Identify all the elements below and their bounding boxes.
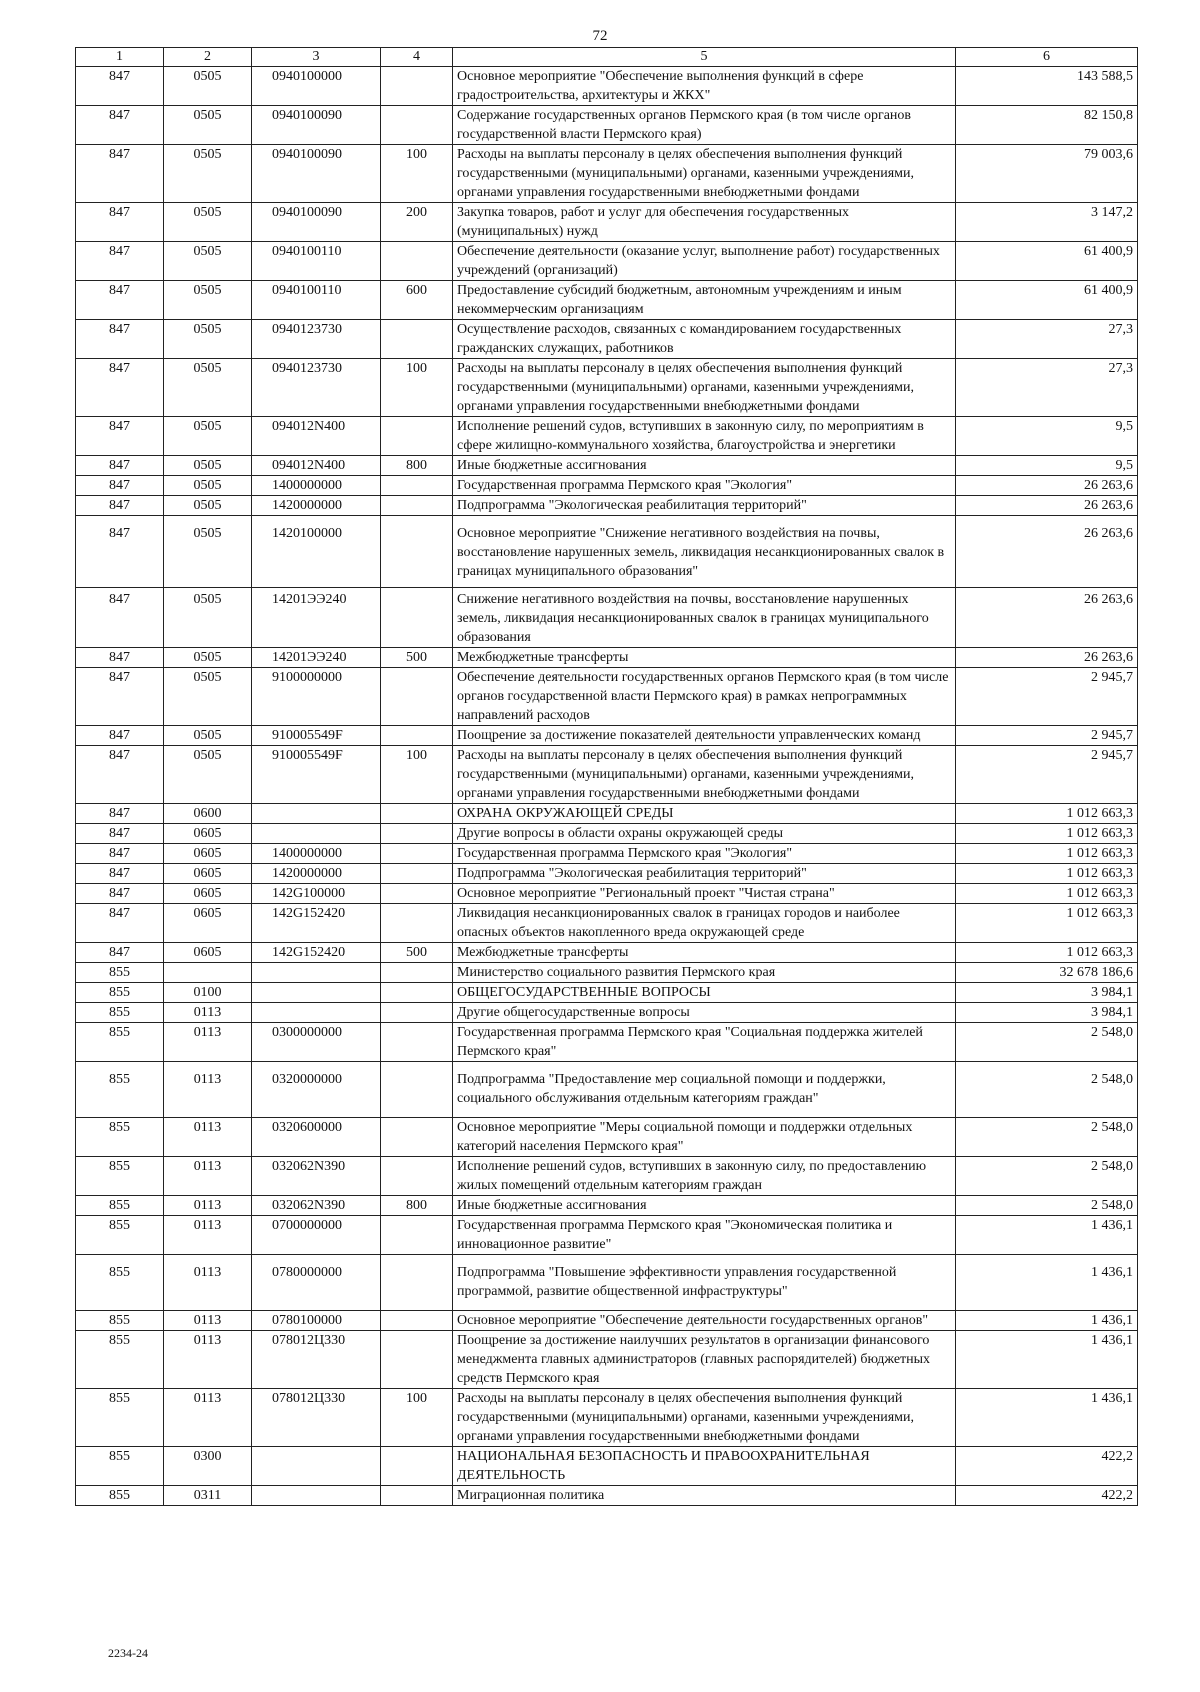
target-article-cell: 032062N390 xyxy=(252,1157,381,1196)
expense-type-cell xyxy=(381,983,453,1003)
grbs-code-cell: 847 xyxy=(76,281,164,320)
target-article-cell xyxy=(252,983,381,1003)
column-header: 4 xyxy=(381,48,453,67)
description-cell: Государственная программа Пермского края "Социальная поддержка жителей Пермского края" xyxy=(453,1023,956,1062)
grbs-code-cell: 847 xyxy=(76,320,164,359)
description-cell: Подпрограмма "Повышение эффективности управления государственной программой, развитие общественной инфраструктуры" xyxy=(453,1255,956,1311)
amount-cell: 26 263,6 xyxy=(956,648,1138,668)
description-cell: Государственная программа Пермского края "Экология" xyxy=(453,476,956,496)
page-number: 72 xyxy=(592,28,608,44)
amount-cell: 2 548,0 xyxy=(956,1062,1138,1118)
amount-cell: 9,5 xyxy=(956,417,1138,456)
table-body xyxy=(76,67,1138,1506)
target-article-cell: 910005549F xyxy=(252,726,381,746)
description-cell: Иные бюджетные ассигнования xyxy=(453,456,956,476)
grbs-code-cell: 855 xyxy=(76,963,164,983)
amount-cell: 26 263,6 xyxy=(956,516,1138,588)
table-row xyxy=(76,516,1138,588)
grbs-code-cell: 855 xyxy=(76,1003,164,1023)
table-row xyxy=(76,417,1138,456)
target-article-cell: 1420000000 xyxy=(252,864,381,884)
table-row xyxy=(76,1023,1138,1062)
section-code-cell: 0605 xyxy=(164,884,252,904)
section-code-cell: 0113 xyxy=(164,1389,252,1447)
grbs-code-cell: 847 xyxy=(76,456,164,476)
table-row xyxy=(76,1216,1138,1255)
budget-table xyxy=(75,47,1138,1506)
description-cell: Государственная программа Пермского края "Экология" xyxy=(453,844,956,864)
grbs-code-cell: 855 xyxy=(76,1062,164,1118)
target-article-cell: 0780100000 xyxy=(252,1311,381,1331)
table-row xyxy=(76,359,1138,417)
expense-type-cell: 800 xyxy=(381,456,453,476)
table-row xyxy=(76,943,1138,963)
expense-type-cell xyxy=(381,1255,453,1311)
table-row xyxy=(76,1311,1138,1331)
table-row xyxy=(76,1062,1138,1118)
section-code-cell: 0505 xyxy=(164,359,252,417)
amount-cell: 32 678 186,6 xyxy=(956,963,1138,983)
expense-type-cell xyxy=(381,1486,453,1506)
description-cell: Основное мероприятие "Меры социальной помощи и поддержки отдельных категорий населения Пермского края" xyxy=(453,1118,956,1157)
expense-type-cell xyxy=(381,844,453,864)
expense-type-cell: 100 xyxy=(381,746,453,804)
expense-type-cell xyxy=(381,963,453,983)
section-code-cell: 0605 xyxy=(164,904,252,943)
target-article-cell: 0940100090 xyxy=(252,203,381,242)
grbs-code-cell: 855 xyxy=(76,1118,164,1157)
table-row xyxy=(76,1157,1138,1196)
expense-type-cell: 500 xyxy=(381,943,453,963)
expense-type-cell: 800 xyxy=(381,1196,453,1216)
amount-cell: 1 012 663,3 xyxy=(956,864,1138,884)
table-row xyxy=(76,1255,1138,1311)
table-row xyxy=(76,320,1138,359)
amount-cell: 422,2 xyxy=(956,1486,1138,1506)
table-row xyxy=(76,1447,1138,1486)
expense-type-cell: 600 xyxy=(381,281,453,320)
target-article-cell: 078012Ц330 xyxy=(252,1389,381,1447)
amount-cell: 26 263,6 xyxy=(956,496,1138,516)
expense-type-cell xyxy=(381,1447,453,1486)
grbs-code-cell: 847 xyxy=(76,804,164,824)
amount-cell: 3 984,1 xyxy=(956,1003,1138,1023)
table-row xyxy=(76,904,1138,943)
amount-cell: 2 548,0 xyxy=(956,1023,1138,1062)
grbs-code-cell: 847 xyxy=(76,746,164,804)
section-code-cell: 0505 xyxy=(164,496,252,516)
amount-cell: 1 436,1 xyxy=(956,1311,1138,1331)
grbs-code-cell: 855 xyxy=(76,1216,164,1255)
expense-type-cell xyxy=(381,904,453,943)
description-cell: Другие вопросы в области охраны окружающей среды xyxy=(453,824,956,844)
description-cell: Расходы на выплаты персоналу в целях обеспечения выполнения функций государственными (муниципальными) органами, казенными учреждениями, органами управления государственными внебюджетными фондами xyxy=(453,145,956,203)
section-code-cell: 0505 xyxy=(164,320,252,359)
table-row xyxy=(76,1118,1138,1157)
target-article-cell: 0940123730 xyxy=(252,320,381,359)
header-row xyxy=(76,48,1138,67)
expense-type-cell: 100 xyxy=(381,1389,453,1447)
amount-cell: 82 150,8 xyxy=(956,106,1138,145)
target-article-cell: 14201ЭЭ240 xyxy=(252,648,381,668)
section-code-cell: 0505 xyxy=(164,281,252,320)
section-code-cell: 0505 xyxy=(164,145,252,203)
target-article-cell: 0940100000 xyxy=(252,67,381,106)
description-cell: Подпрограмма "Экологическая реабилитация территорий" xyxy=(453,864,956,884)
target-article-cell xyxy=(252,1003,381,1023)
expense-type-cell xyxy=(381,242,453,281)
amount-cell: 2 548,0 xyxy=(956,1196,1138,1216)
amount-cell: 26 263,6 xyxy=(956,588,1138,648)
description-cell: Расходы на выплаты персоналу в целях обеспечения выполнения функций государственными (муниципальными) органами, казенными учреждениями, органами управления государственными внебюджетными фондами xyxy=(453,359,956,417)
section-code-cell: 0505 xyxy=(164,106,252,145)
grbs-code-cell: 855 xyxy=(76,1023,164,1062)
expense-type-cell xyxy=(381,1118,453,1157)
description-cell: Обеспечение деятельности (оказание услуг, выполнение работ) государственных учреждений (организаций) xyxy=(453,242,956,281)
description-cell: Подпрограмма "Экологическая реабилитация территорий" xyxy=(453,496,956,516)
table-row xyxy=(76,864,1138,884)
grbs-code-cell: 847 xyxy=(76,359,164,417)
expense-type-cell xyxy=(381,884,453,904)
amount-cell: 3 984,1 xyxy=(956,983,1138,1003)
description-cell: Исполнение решений судов, вступивших в законную силу, по предоставлению жилых помещений отдельным категориям граждан xyxy=(453,1157,956,1196)
expense-type-cell: 100 xyxy=(381,359,453,417)
target-article-cell: 9100000000 xyxy=(252,668,381,726)
section-code-cell: 0505 xyxy=(164,726,252,746)
table-row xyxy=(76,1389,1138,1447)
table-row xyxy=(76,242,1138,281)
section-code-cell: 0505 xyxy=(164,203,252,242)
grbs-code-cell: 855 xyxy=(76,1255,164,1311)
grbs-code-cell: 847 xyxy=(76,588,164,648)
description-cell: Основное мероприятие "Снижение негативного воздействия на почвы, восстановление нарушенных земель, ликвидация несанкционированных свалок в границах муниципального образования" xyxy=(453,516,956,588)
grbs-code-cell: 855 xyxy=(76,1447,164,1486)
amount-cell: 61 400,9 xyxy=(956,242,1138,281)
target-article-cell: 910005549F xyxy=(252,746,381,804)
grbs-code-cell: 847 xyxy=(76,145,164,203)
amount-cell: 61 400,9 xyxy=(956,281,1138,320)
table-row xyxy=(76,67,1138,106)
grbs-code-cell: 847 xyxy=(76,904,164,943)
section-code-cell xyxy=(164,963,252,983)
description-cell: Государственная программа Пермского края "Экономическая политика и инновационное развитие" xyxy=(453,1216,956,1255)
column-header: 1 xyxy=(76,48,164,67)
expense-type-cell xyxy=(381,320,453,359)
table-row xyxy=(76,668,1138,726)
expense-type-cell xyxy=(381,804,453,824)
grbs-code-cell: 855 xyxy=(76,1311,164,1331)
expense-type-cell xyxy=(381,106,453,145)
grbs-code-cell: 855 xyxy=(76,1486,164,1506)
grbs-code-cell: 855 xyxy=(76,983,164,1003)
table-row xyxy=(76,1196,1138,1216)
section-code-cell: 0113 xyxy=(164,1157,252,1196)
expense-type-cell xyxy=(381,476,453,496)
grbs-code-cell: 847 xyxy=(76,476,164,496)
table-row xyxy=(76,726,1138,746)
section-code-cell: 0311 xyxy=(164,1486,252,1506)
description-cell: Основное мероприятие "Обеспечение выполнения функций в сфере градостроительства, архитектуры и ЖКХ" xyxy=(453,67,956,106)
expense-type-cell xyxy=(381,1331,453,1389)
target-article-cell: 0940100090 xyxy=(252,145,381,203)
target-article-cell: 078012Ц330 xyxy=(252,1331,381,1389)
section-code-cell: 0505 xyxy=(164,648,252,668)
target-article-cell xyxy=(252,1447,381,1486)
section-code-cell: 0113 xyxy=(164,1331,252,1389)
expense-type-cell xyxy=(381,1023,453,1062)
section-code-cell: 0605 xyxy=(164,844,252,864)
table-row xyxy=(76,281,1138,320)
amount-cell: 3 147,2 xyxy=(956,203,1138,242)
section-code-cell: 0113 xyxy=(164,1255,252,1311)
column-header: 3 xyxy=(252,48,381,67)
description-cell: Подпрограмма "Предоставление мер социальной помощи и поддержки, социального обслуживания отдельным категориям граждан" xyxy=(453,1062,956,1118)
expense-type-cell xyxy=(381,417,453,456)
description-cell: НАЦИОНАЛЬНАЯ БЕЗОПАСНОСТЬ И ПРАВООХРАНИТЕЛЬНАЯ ДЕЯТЕЛЬНОСТЬ xyxy=(453,1447,956,1486)
description-cell: Закупка товаров, работ и услуг для обеспечения государственных (муниципальных) нужд xyxy=(453,203,956,242)
description-cell: Министерство социального развития Пермского края xyxy=(453,963,956,983)
section-code-cell: 0505 xyxy=(164,476,252,496)
section-code-cell: 0605 xyxy=(164,824,252,844)
grbs-code-cell: 855 xyxy=(76,1389,164,1447)
description-cell: Поощрение за достижение показателей деятельности управленческих команд xyxy=(453,726,956,746)
target-article-cell: 142G100000 xyxy=(252,884,381,904)
section-code-cell: 0600 xyxy=(164,804,252,824)
grbs-code-cell: 855 xyxy=(76,1157,164,1196)
expense-type-cell: 200 xyxy=(381,203,453,242)
expense-type-cell xyxy=(381,726,453,746)
description-cell: Расходы на выплаты персоналу в целях обеспечения выполнения функций государственными (муниципальными) органами, казенными учреждениями, органами управления государственными внебюджетными фондами xyxy=(453,746,956,804)
grbs-code-cell: 847 xyxy=(76,884,164,904)
target-article-cell xyxy=(252,1486,381,1506)
section-code-cell: 0113 xyxy=(164,1023,252,1062)
expense-type-cell xyxy=(381,588,453,648)
amount-cell: 1 012 663,3 xyxy=(956,804,1138,824)
grbs-code-cell: 847 xyxy=(76,668,164,726)
target-article-cell: 1420100000 xyxy=(252,516,381,588)
expense-type-cell xyxy=(381,1003,453,1023)
target-article-cell: 0780000000 xyxy=(252,1255,381,1311)
amount-cell: 1 012 663,3 xyxy=(956,904,1138,943)
expense-type-cell xyxy=(381,864,453,884)
section-code-cell: 0505 xyxy=(164,746,252,804)
description-cell: ОХРАНА ОКРУЖАЮЩЕЙ СРЕДЫ xyxy=(453,804,956,824)
amount-cell: 2 548,0 xyxy=(956,1157,1138,1196)
table-row xyxy=(76,884,1138,904)
section-code-cell: 0505 xyxy=(164,456,252,476)
description-cell: Основное мероприятие "Региональный проект "Чистая страна" xyxy=(453,884,956,904)
grbs-code-cell: 847 xyxy=(76,203,164,242)
target-article-cell: 1400000000 xyxy=(252,476,381,496)
section-code-cell: 0505 xyxy=(164,417,252,456)
amount-cell: 9,5 xyxy=(956,456,1138,476)
expense-type-cell xyxy=(381,1062,453,1118)
amount-cell: 26 263,6 xyxy=(956,476,1138,496)
expense-type-cell xyxy=(381,1311,453,1331)
expense-type-cell xyxy=(381,1216,453,1255)
amount-cell: 1 012 663,3 xyxy=(956,943,1138,963)
column-header: 2 xyxy=(164,48,252,67)
section-code-cell: 0113 xyxy=(164,1118,252,1157)
grbs-code-cell: 847 xyxy=(76,824,164,844)
description-cell: ОБЩЕГОСУДАРСТВЕННЫЕ ВОПРОСЫ xyxy=(453,983,956,1003)
target-article-cell: 1400000000 xyxy=(252,844,381,864)
grbs-code-cell: 855 xyxy=(76,1331,164,1389)
amount-cell: 1 012 663,3 xyxy=(956,844,1138,864)
expense-type-cell xyxy=(381,1157,453,1196)
description-cell: Снижение негативного воздействия на почвы, восстановление нарушенных земель, ликвидация несанкционированных свалок в границах муниципального образования xyxy=(453,588,956,648)
description-cell: Обеспечение деятельности государственных органов Пермского края (в том числе органов государственной власти Пермского края) в рамках непрограммных направлений расходов xyxy=(453,668,956,726)
grbs-code-cell: 847 xyxy=(76,67,164,106)
target-article-cell: 142G152420 xyxy=(252,943,381,963)
description-cell: Межбюджетные трансферты xyxy=(453,943,956,963)
description-cell: Миграционная политика xyxy=(453,1486,956,1506)
target-article-cell: 094012N400 xyxy=(252,417,381,456)
grbs-code-cell: 847 xyxy=(76,943,164,963)
grbs-code-cell: 847 xyxy=(76,844,164,864)
grbs-code-cell: 847 xyxy=(76,516,164,588)
expense-type-cell xyxy=(381,67,453,106)
footer-code: 2234-24 xyxy=(108,1646,148,1660)
target-article-cell xyxy=(252,804,381,824)
amount-cell: 27,3 xyxy=(956,359,1138,417)
target-article-cell: 1420000000 xyxy=(252,496,381,516)
section-code-cell: 0113 xyxy=(164,1062,252,1118)
target-article-cell xyxy=(252,963,381,983)
table-row xyxy=(76,1003,1138,1023)
expense-type-cell xyxy=(381,496,453,516)
table-row xyxy=(76,476,1138,496)
expense-type-cell: 100 xyxy=(381,145,453,203)
target-article-cell: 0940100110 xyxy=(252,242,381,281)
section-code-cell: 0505 xyxy=(164,668,252,726)
amount-cell: 2 945,7 xyxy=(956,746,1138,804)
amount-cell: 79 003,6 xyxy=(956,145,1138,203)
grbs-code-cell: 847 xyxy=(76,864,164,884)
expense-type-cell: 500 xyxy=(381,648,453,668)
table-row xyxy=(76,1486,1138,1506)
description-cell: Предоставление субсидий бюджетным, автономным учреждениям и иным некоммерческим организациям xyxy=(453,281,956,320)
target-article-cell: 032062N390 xyxy=(252,1196,381,1216)
table-row xyxy=(76,963,1138,983)
section-code-cell: 0113 xyxy=(164,1003,252,1023)
description-cell: Основное мероприятие "Обеспечение деятельности государственных органов" xyxy=(453,1311,956,1331)
target-article-cell: 0320600000 xyxy=(252,1118,381,1157)
description-cell: Содержание государственных органов Пермского края (в том числе органов государственной власти Пермского края) xyxy=(453,106,956,145)
grbs-code-cell: 847 xyxy=(76,648,164,668)
section-code-cell: 0113 xyxy=(164,1311,252,1331)
table-row xyxy=(76,648,1138,668)
section-code-cell: 0505 xyxy=(164,242,252,281)
grbs-code-cell: 847 xyxy=(76,726,164,746)
table-row xyxy=(76,456,1138,476)
expense-type-cell xyxy=(381,824,453,844)
description-cell: Другие общегосударственные вопросы xyxy=(453,1003,956,1023)
amount-cell: 1 436,1 xyxy=(956,1331,1138,1389)
section-code-cell: 0113 xyxy=(164,1196,252,1216)
table-row xyxy=(76,145,1138,203)
table-row xyxy=(76,746,1138,804)
expense-type-cell xyxy=(381,668,453,726)
target-article-cell: 0300000000 xyxy=(252,1023,381,1062)
target-article-cell: 0700000000 xyxy=(252,1216,381,1255)
section-code-cell: 0300 xyxy=(164,1447,252,1486)
grbs-code-cell: 847 xyxy=(76,242,164,281)
description-cell: Ликвидация несанкционированных свалок в границах городов и наиболее опасных объектов накопленного вреда окружающей среде xyxy=(453,904,956,943)
amount-cell: 1 012 663,3 xyxy=(956,884,1138,904)
description-cell: Поощрение за достижение наилучших результатов в организации финансового менеджмента главных администраторов (главных распорядителей) бюджетных средств Пермского края xyxy=(453,1331,956,1389)
description-cell: Исполнение решений судов, вступивших в законную силу, по мероприятиям в сфере жилищно-коммунального хозяйства, благоустройства и энергетики xyxy=(453,417,956,456)
expense-type-cell xyxy=(381,516,453,588)
target-article-cell: 14201ЭЭ240 xyxy=(252,588,381,648)
section-code-cell: 0100 xyxy=(164,983,252,1003)
section-code-cell: 0505 xyxy=(164,67,252,106)
grbs-code-cell: 855 xyxy=(76,1196,164,1216)
table-row xyxy=(76,844,1138,864)
amount-cell: 422,2 xyxy=(956,1447,1138,1486)
table-row xyxy=(76,496,1138,516)
amount-cell: 1 012 663,3 xyxy=(956,824,1138,844)
table-row xyxy=(76,203,1138,242)
section-code-cell: 0113 xyxy=(164,1216,252,1255)
target-article-cell: 0940123730 xyxy=(252,359,381,417)
target-article-cell: 0940100090 xyxy=(252,106,381,145)
target-article-cell: 0320000000 xyxy=(252,1062,381,1118)
table-row xyxy=(76,804,1138,824)
table-row xyxy=(76,824,1138,844)
description-cell: Расходы на выплаты персоналу в целях обеспечения выполнения функций государственными (муниципальными) органами, казенными учреждениями, органами управления государственными внебюджетными фондами xyxy=(453,1389,956,1447)
amount-cell: 1 436,1 xyxy=(956,1216,1138,1255)
table-row xyxy=(76,983,1138,1003)
target-article-cell: 0940100110 xyxy=(252,281,381,320)
section-code-cell: 0605 xyxy=(164,943,252,963)
section-code-cell: 0505 xyxy=(164,588,252,648)
amount-cell: 27,3 xyxy=(956,320,1138,359)
grbs-code-cell: 847 xyxy=(76,496,164,516)
amount-cell: 2 945,7 xyxy=(956,668,1138,726)
target-article-cell: 094012N400 xyxy=(252,456,381,476)
section-code-cell: 0505 xyxy=(164,516,252,588)
column-header: 5 xyxy=(453,48,956,67)
table-row xyxy=(76,1331,1138,1389)
description-cell: Иные бюджетные ассигнования xyxy=(453,1196,956,1216)
grbs-code-cell: 847 xyxy=(76,106,164,145)
amount-cell: 1 436,1 xyxy=(956,1389,1138,1447)
target-article-cell xyxy=(252,824,381,844)
column-header: 6 xyxy=(956,48,1138,67)
amount-cell: 2 548,0 xyxy=(956,1118,1138,1157)
amount-cell: 143 588,5 xyxy=(956,67,1138,106)
amount-cell: 2 945,7 xyxy=(956,726,1138,746)
description-cell: Межбюджетные трансферты xyxy=(453,648,956,668)
target-article-cell: 142G152420 xyxy=(252,904,381,943)
table-row xyxy=(76,106,1138,145)
description-cell: Осуществление расходов, связанных с командированием государственных гражданских служащих, работников xyxy=(453,320,956,359)
grbs-code-cell: 847 xyxy=(76,417,164,456)
table-row xyxy=(76,588,1138,648)
section-code-cell: 0605 xyxy=(164,864,252,884)
amount-cell: 1 436,1 xyxy=(956,1255,1138,1311)
